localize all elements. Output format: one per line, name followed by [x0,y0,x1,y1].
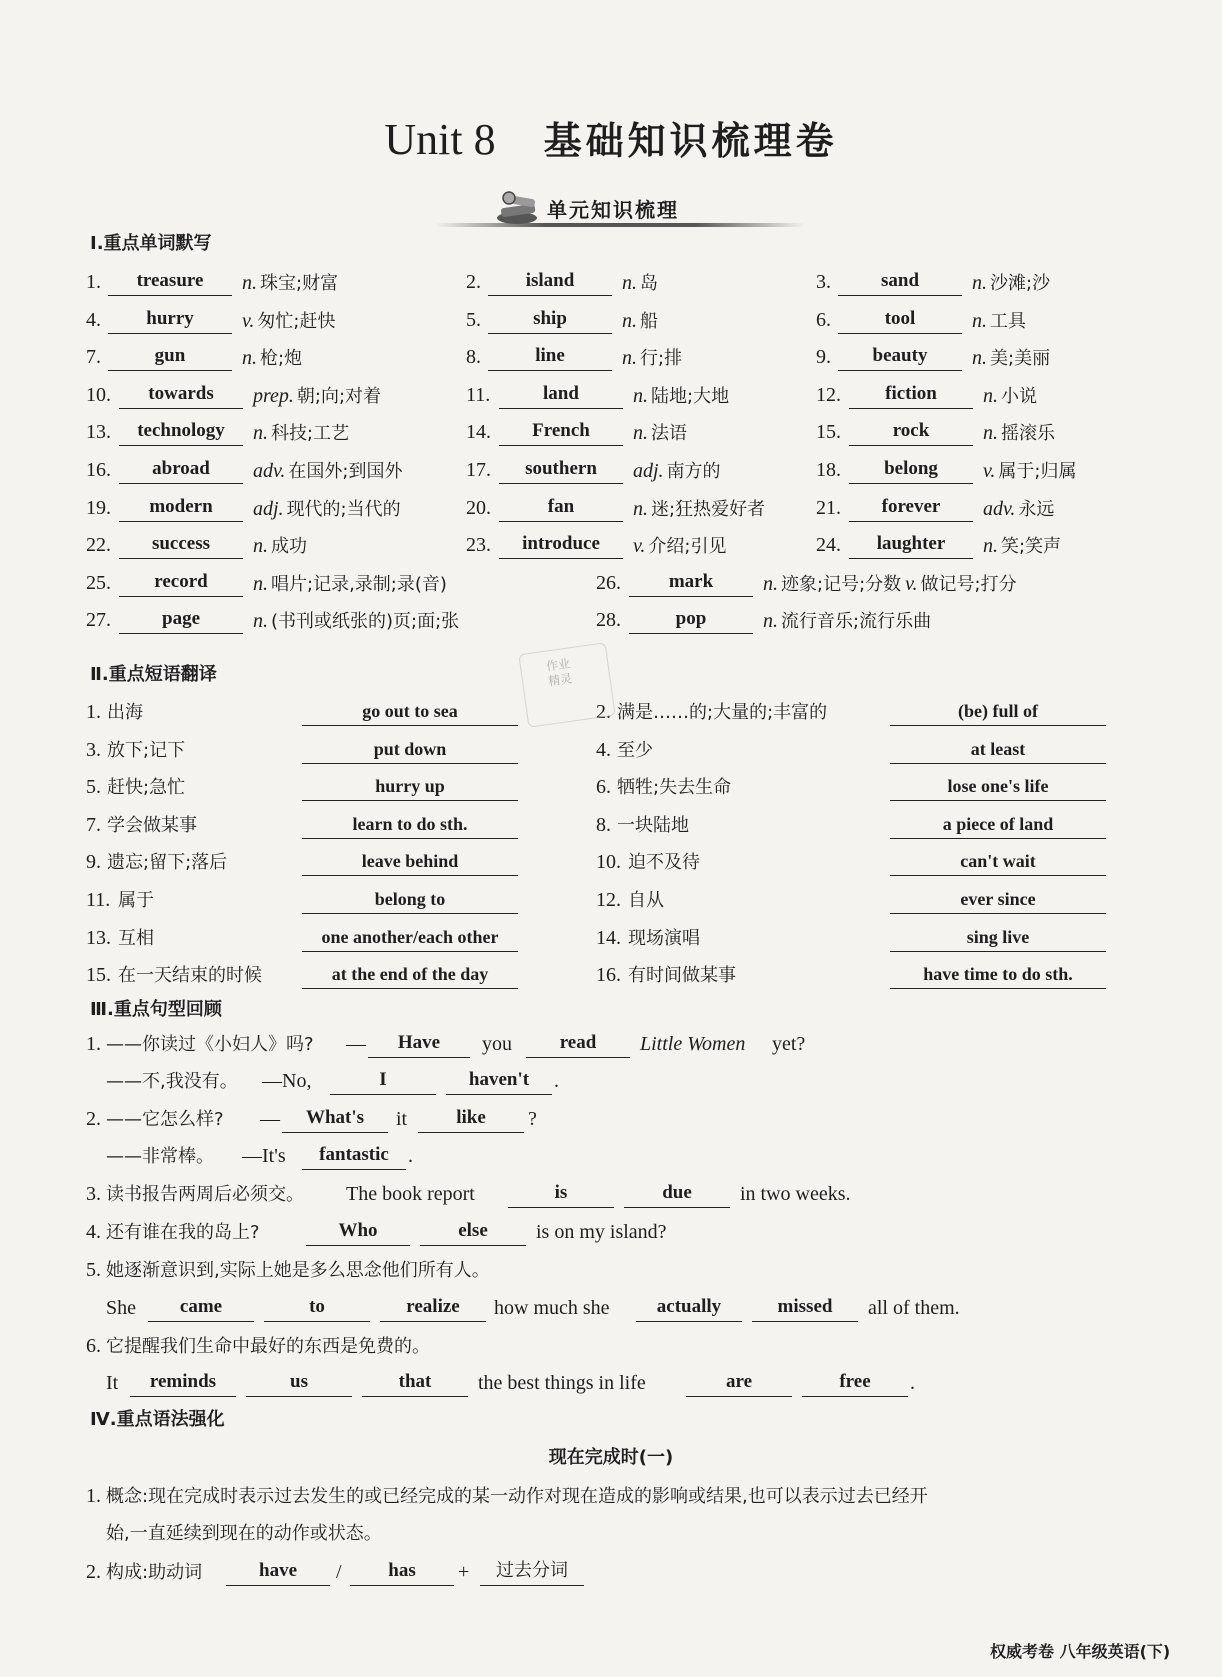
q-number: 5. [86,1259,101,1281]
answer-blank[interactable]: land [499,382,623,409]
q-number: 1. [86,1033,101,1055]
word-meaning [622,309,658,334]
item-number: 17. [466,459,491,481]
answer-blank[interactable]: have [226,1559,330,1586]
answer-blank[interactable]: else [420,1219,526,1246]
meaning-text: 沙滩;沙 [990,273,1051,294]
answer-blank[interactable]: at least [890,737,1106,764]
answer-blank[interactable]: put down [302,737,518,764]
phrase-prompt: 至少 [617,739,653,761]
item-number: 3. [86,738,101,761]
q-chinese: ——不,我没有。 [106,1071,238,1092]
banner-underline [435,223,805,227]
part-of-speech: n. [633,384,648,407]
item-number: 3. [816,271,831,293]
phrase-prompt: 赶快;急忙 [107,777,186,799]
item-number: 1. [86,271,101,293]
phrase-prompt: 现场演唱 [628,927,700,949]
meaning-text: 行;排 [640,348,683,370]
item-number: 16. [596,964,621,987]
meaning-text: 船 [640,310,658,332]
meaning-text: 科技;工艺 [271,423,350,445]
word-meaning [983,497,1054,522]
item-number: 9. [816,346,831,369]
item-number: 13. [86,421,111,444]
phrase-prompt: 迫不及待 [628,852,700,874]
meaning-text: 迷;狂热爱好者 [651,498,766,520]
text: . [554,1070,559,1092]
item-number: 18. [816,459,841,481]
section3-heading: Ⅲ.重点句型回顾 [90,999,222,1020]
part-of-speech: n. [622,309,637,332]
item-number: 19. [86,496,111,519]
answer-blank[interactable]: go out to sea [302,699,518,726]
item-number: 4. [596,738,611,761]
part-of-speech: n. [633,497,648,520]
item-number: 7. [86,346,101,369]
text: She [106,1297,136,1319]
item-number: 1. [86,701,101,723]
title-text: 基础知识梳理卷 [543,119,838,163]
item-number: 23. [466,534,491,557]
section2-heading: Ⅱ.重点短语翻译 [90,664,217,685]
answer-blank[interactable]: sing live [890,925,1106,952]
book-title: Little Women [640,1033,746,1055]
meaning-text: 珠宝;财富 [260,273,339,294]
text: is on my island? [536,1221,667,1243]
item-number: 28. [596,609,621,632]
books-icon [495,188,545,228]
item-number: 11. [466,383,491,406]
part-of-speech: n. [983,422,998,445]
meaning-text: 美;美丽 [990,348,1051,370]
word-meaning [633,421,687,446]
meaning-text: 摇滚乐 [1001,423,1055,445]
part-of-speech: n. [242,272,257,294]
part-of-speech: prep. [253,384,294,407]
answer-blank[interactable]: realize [380,1295,486,1322]
text: The book report [346,1183,475,1205]
answer-blank[interactable]: us [246,1370,352,1397]
word-meaning [253,421,349,446]
answer-blank[interactable]: forever [849,495,973,522]
answer-blank[interactable]: gun [108,344,232,371]
answer-blank[interactable]: hurry up [302,774,518,801]
phrase-prompt: 牺牲;失去生命 [617,777,732,799]
section1-heading: Ⅰ.重点单词默写 [90,233,212,254]
item-number: 26. [596,571,621,594]
meaning-text: 做记号;打分 [920,573,1017,595]
structure-text: 构成:助动词 [106,1562,203,1583]
q-number: 4. [86,1221,101,1243]
text: . [910,1372,915,1394]
part-of-speech: n. [242,347,257,370]
answer-blank[interactable]: Who [306,1219,410,1246]
part-of-speech: n. [633,422,648,445]
word-meaning [242,309,335,334]
dash: — [260,1108,280,1130]
answer-blank[interactable]: record [119,570,243,597]
banner-text: 单元知识梳理 [547,198,679,222]
item-number: 5. [86,776,101,799]
text: yet? [772,1033,806,1055]
answer-blank[interactable]: southern [499,457,623,484]
answer-blank[interactable]: reminds [130,1370,236,1397]
grammar-concept-line1: 概念:现在完成时表示过去发生的或已经完成的某一动作对现在造成的影响或结果,也可以表示过去已经开 [106,1486,928,1507]
q-number: 2. [86,1108,101,1130]
meaning-text: 小说 [1001,385,1037,407]
part-of-speech: adv. [983,497,1016,520]
part-of-speech: v. [905,572,918,595]
answer-blank[interactable]: beauty [838,344,962,371]
text: —It's [242,1145,286,1167]
answer-blank[interactable]: island [488,269,612,296]
answer-blank[interactable]: treasure [108,269,232,296]
unit-label: Unit 8 [384,115,496,164]
q-chinese: 它提醒我们生命中最好的东西是免费的。 [106,1336,430,1357]
part-of-speech: adv. [253,460,286,482]
part-of-speech: n. [253,422,268,445]
answer-blank[interactable]: learn to do sth. [302,812,518,839]
answer-blank[interactable]: sand [838,269,962,296]
answer-blank[interactable]: has [350,1559,454,1586]
meaning-text: 流行音乐;流行乐曲 [781,611,932,633]
answer-blank[interactable]: Have [368,1031,470,1058]
q-chinese: ——非常棒。 [106,1146,214,1167]
answer-blank[interactable]: 过去分词 [480,1559,584,1586]
word-meaning [633,497,765,522]
text: it [396,1108,408,1130]
text: you [482,1033,512,1055]
q-chinese: 还有谁在我的岛上? [106,1222,260,1243]
answer-blank[interactable]: modern [119,495,243,522]
meaning-text: 成功 [271,536,307,558]
word-meaning [622,271,658,296]
part-of-speech: n. [972,347,987,370]
answer-blank[interactable]: introduce [499,532,623,559]
item-number: 6. [816,308,831,331]
answer-blank[interactable]: fantastic [302,1143,406,1170]
text: . [408,1145,413,1167]
word-meaning [633,534,726,559]
footer-text: 权威考卷 八年级英语(下) [990,1642,1171,1661]
phrase-prompt: 在一天结束的时候 [118,965,262,987]
answer-blank[interactable]: are [686,1370,792,1397]
part-of-speech: v. [633,535,646,558]
part-of-speech: n. [253,572,268,595]
answer-blank[interactable]: can't wait [890,849,1106,876]
q-number: 6. [86,1335,101,1357]
dash: — [346,1033,366,1055]
item-number: 22. [86,534,111,557]
item-number: 24. [816,534,841,557]
part-of-speech: v. [983,460,996,482]
answer-blank[interactable]: that [362,1370,468,1397]
answer-blank[interactable]: fan [499,495,623,522]
word-meaning [253,384,381,409]
word-meaning [972,309,1026,334]
answer-blank[interactable]: I [330,1068,436,1095]
answer-blank[interactable]: leave behind [302,849,518,876]
item-number: 2. [596,701,611,723]
word-meaning [763,609,931,634]
item-number: 4. [86,308,101,331]
text: all of them. [868,1297,960,1319]
answer-blank[interactable]: to [264,1295,370,1322]
text: in two weeks. [740,1183,851,1205]
word-meaning [763,572,1017,597]
meaning-text: 在国外;到国外 [288,461,403,482]
answer-blank[interactable]: page [119,607,243,634]
part-of-speech: n. [983,384,998,407]
part-of-speech: v. [242,309,255,332]
section4-heading: Ⅳ.重点语法强化 [90,1409,225,1430]
item-number: 11. [86,889,111,911]
word-meaning [633,384,729,409]
answer-blank[interactable]: line [488,344,612,371]
phrase-prompt: 自从 [628,890,664,911]
phrase-prompt: 有时间做某事 [628,965,736,987]
answer-blank[interactable]: belong [849,457,973,484]
section-banner [425,190,805,232]
phrase-prompt: 一块陆地 [617,814,689,836]
item-number: 25. [86,571,111,594]
answer-blank[interactable]: at the end of the day [302,962,518,989]
item-number: 7. [86,813,101,836]
phrase-prompt: 互相 [118,927,154,949]
text: the best things in life [478,1372,646,1394]
meaning-text: 现代的;当代的 [286,498,401,520]
text: —No, [262,1070,312,1092]
item-number: 12. [596,889,621,911]
q-chinese: 读书报告两周后必须交。 [106,1184,304,1205]
part-of-speech: n. [622,272,637,294]
word-meaning [972,346,1050,371]
answer-blank[interactable]: free [802,1370,908,1397]
q-chinese: ——它怎么样? [106,1109,224,1130]
item-number: 15. [816,421,841,444]
meaning-text: (书刊或纸张的)页;面;张 [271,611,460,633]
phrase-prompt: 满是……的;大量的;丰富的 [617,702,828,723]
phrase-prompt: 放下;记下 [107,739,186,761]
item-number: 12. [816,383,841,406]
answer-blank[interactable]: mark [629,570,753,597]
answer-blank[interactable]: (be) full of [890,699,1106,726]
answer-blank[interactable]: one another/each other [302,925,518,952]
meaning-text: 属于;归属 [998,461,1077,482]
word-meaning [253,609,459,634]
answer-blank[interactable]: actually [636,1295,742,1322]
text: / [336,1561,342,1583]
text: + [458,1561,470,1583]
meaning-text: 枪;炮 [260,348,303,370]
meaning-text: 唱片;记录,录制;录(音) [271,573,447,595]
phrase-prompt: 学会做某事 [107,814,197,836]
item-number: 10. [596,851,621,874]
grammar-concept-line2: 始,一直延续到现在的动作或状态。 [106,1523,382,1544]
word-meaning [972,271,1050,296]
item-number: 6. [596,776,611,799]
answer-blank[interactable]: haven't [446,1068,552,1095]
answer-blank[interactable]: pop [629,607,753,634]
part-of-speech: adj. [253,497,284,520]
item-number: 2. [466,271,481,293]
stamp-line1: 作业 [545,656,572,674]
meaning-text: 永远 [1018,498,1055,520]
part-of-speech: n. [253,610,268,633]
meaning-text: 法语 [651,423,687,445]
word-meaning [253,534,307,559]
answer-blank[interactable]: read [526,1031,630,1058]
answer-blank[interactable]: fiction [849,382,973,409]
part-of-speech: n. [763,610,778,633]
answer-blank[interactable]: due [624,1181,730,1208]
answer-blank[interactable]: French [499,419,623,446]
phrase-prompt: 遗忘;留下;落后 [107,852,228,874]
item-number: 13. [86,926,111,949]
answer-blank[interactable]: rock [849,419,973,446]
part-of-speech: n. [763,572,778,595]
answer-blank[interactable]: is [508,1181,614,1208]
word-meaning [633,459,721,484]
word-meaning [253,497,401,522]
word-meaning [622,346,682,371]
word-meaning [983,459,1076,484]
item-number: 8. [596,813,611,836]
stamp-line2: 精灵 [547,671,574,689]
answer-blank[interactable]: hurry [108,307,232,334]
word-meaning [983,534,1061,559]
part-of-speech: n. [972,272,987,294]
item-number: 9. [86,851,101,874]
answer-blank[interactable]: ship [488,307,612,334]
item-number: 5. [466,308,481,331]
word-meaning [242,271,338,296]
meaning-text: 迹象;记号;分数 [781,573,902,595]
q-number: 3. [86,1183,101,1205]
answer-blank[interactable]: tool [838,307,962,334]
answer-blank[interactable]: What's [282,1106,388,1133]
word-meaning [253,572,447,597]
answer-blank[interactable]: technology [119,419,243,446]
word-meaning [242,346,302,371]
phrase-prompt: 出海 [107,702,143,723]
phrase-prompt: 属于 [118,890,154,911]
answer-blank[interactable]: lose one's life [890,774,1106,801]
item-number: 15. [86,964,111,987]
meaning-text: 朝;向;对着 [296,385,382,407]
answer-blank[interactable]: towards [119,382,243,409]
meaning-text: 岛 [640,273,658,294]
part-of-speech: n. [972,309,987,332]
text: ? [528,1108,537,1130]
meaning-text: 工具 [990,310,1026,332]
meaning-text: 笑;笑声 [1001,536,1062,558]
p-number: 1. [86,1485,101,1507]
item-number: 20. [466,496,491,519]
answer-blank[interactable]: a piece of land [890,812,1106,839]
text: It [106,1372,119,1394]
part-of-speech: adj. [633,460,664,482]
item-number: 14. [596,926,621,949]
answer-blank[interactable]: abroad [119,457,243,484]
item-number: 27. [86,609,111,632]
meaning-text: 匆忙;赶快 [257,310,336,332]
p-number: 2. [86,1561,101,1583]
text: how much she [494,1297,610,1319]
q-chinese: 她逐渐意识到,实际上她是多么思念他们所有人。 [106,1260,490,1281]
answer-blank[interactable]: success [119,532,243,559]
meaning-text: 介绍;引见 [648,536,727,558]
answer-blank[interactable]: like [418,1106,524,1133]
answer-blank[interactable]: belong to [302,887,518,914]
answer-blank[interactable]: missed [752,1295,858,1322]
part-of-speech: n. [253,535,268,558]
q-chinese: ——你读过《小妇人》吗? [106,1034,314,1055]
item-number: 21. [816,496,841,519]
word-meaning [983,384,1037,409]
item-number: 14. [466,421,491,444]
item-number: 16. [86,459,111,481]
answer-blank[interactable]: came [148,1295,254,1322]
part-of-speech: n. [983,535,998,558]
item-number: 8. [466,346,481,369]
meaning-text: 南方的 [666,461,721,482]
item-number: 10. [86,383,111,406]
answer-blank[interactable]: ever since [890,887,1106,914]
word-meaning [983,421,1055,446]
word-meaning [253,459,402,484]
logo-stamp [518,642,615,728]
grammar-subtitle: 现在完成时(一) [548,1447,674,1468]
meaning-text: 陆地;大地 [651,385,730,407]
page-title [0,112,1222,169]
answer-blank[interactable]: laughter [849,532,973,559]
answer-blank[interactable]: have time to do sth. [890,962,1106,989]
part-of-speech: n. [622,347,637,370]
